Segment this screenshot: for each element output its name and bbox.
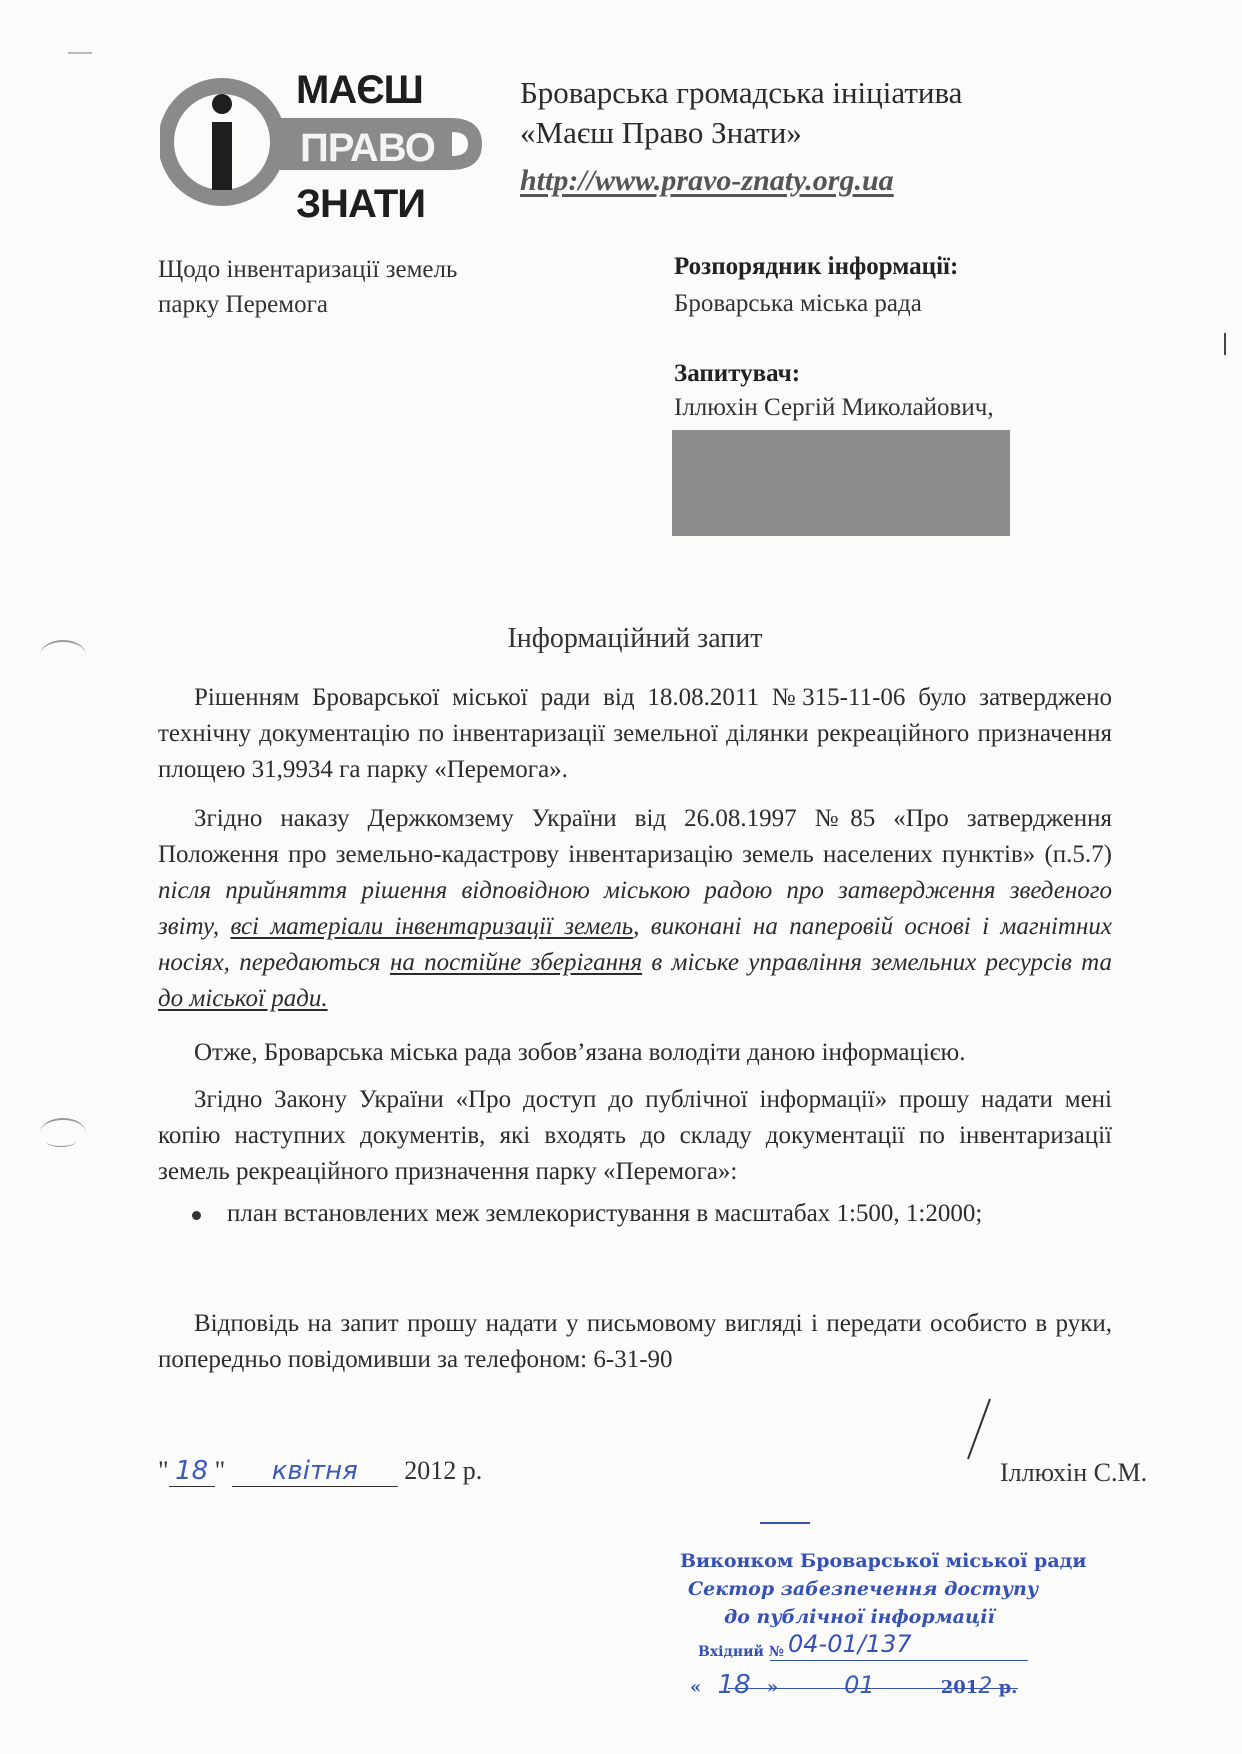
stamp-year: 201 — [940, 1677, 979, 1698]
redacted-block — [672, 430, 1010, 536]
incoming-number-label: Вхідний № — [698, 1644, 784, 1660]
stamp-text: Виконком Броварської міської ради — [680, 1550, 1087, 1572]
list-item-text: план встановлених меж землекористування в масштабах 1:500, 1:2000; — [227, 1200, 983, 1227]
org-name-line: «Маєш Право Знати» — [520, 115, 802, 150]
org-name-line: Броварська громадська ініціатива — [520, 75, 963, 110]
signature-mark — [960, 1395, 1000, 1465]
paragraph — [158, 1306, 1112, 1378]
info-holder-label: Розпорядник інформації: — [674, 253, 959, 280]
quote-text: , виконані на паперовій основі і магнітних носіях, передаються — [158, 913, 1112, 976]
info-holder-value: Броварська міська рада — [674, 290, 922, 317]
subject-line — [158, 252, 457, 322]
date-day: 18 — [169, 1456, 215, 1487]
org-name — [520, 73, 962, 153]
quote-text: після прийняття рішення відповідною міською радою про затвердження зведеного звіту, — [158, 877, 1112, 940]
stamp-line — [728, 1688, 1018, 1689]
scan-artifact — [1224, 333, 1226, 355]
underlined-quote: до міської ради. — [158, 985, 328, 1012]
paragraph-text: Отже, Броварська міська рада зобов’язана володіти даною інформацією. — [194, 1039, 966, 1066]
date-month: квітня — [232, 1456, 398, 1487]
quote-mark: « — [690, 1677, 702, 1698]
org-website-link[interactable]: http://www.pravo-znaty.org.ua — [520, 164, 894, 197]
requester-value: Іллюхін Сергій Миколайович, — [674, 394, 994, 421]
paragraph — [158, 1082, 1112, 1190]
org-logo — [160, 60, 490, 230]
quote-mark: " — [214, 1456, 226, 1485]
paragraph — [158, 680, 1112, 788]
quote-mark: " — [158, 1456, 169, 1485]
stamp-date — [690, 1670, 1017, 1700]
subject-text: парку Перемога — [158, 291, 328, 318]
paragraph-text: Згідно Закону України «Про доступ до публічної інформації» прошу надати мені копію наступних документів, які входять до складу документації по інвентаризації земель рекреаційного призначення парку «Перемога»: — [158, 1086, 1112, 1185]
paragraph-text: Згідно наказу Держкомзему України від 26.08.1997 №85 «Про затвердження Положення про земельно-кадастрову інвентаризацію земель населених пунктів» (п.5.7) — [158, 805, 1112, 868]
underlined-quote: всі матеріали інвентаризації земель — [230, 913, 634, 940]
punch-hole-mark — [46, 1136, 76, 1147]
list-item — [192, 1200, 982, 1228]
stamp-text: до публічної інформації — [724, 1606, 995, 1628]
date-year: 2012 р. — [404, 1456, 483, 1485]
logo-word: МАЄШ — [296, 68, 423, 112]
document-title: Інформаційний запит — [507, 623, 763, 654]
paragraph-text: Відповідь на запит прошу надати у письмовому вигляді і передати особисто в руки, попередньо повідомивши за телефоном: 6-31-90 — [158, 1310, 1112, 1373]
stamp-year-suffix: р. — [998, 1677, 1018, 1698]
stamp-year-digit: 2 — [978, 1674, 993, 1699]
date-line — [158, 1456, 482, 1487]
registration-stamp — [670, 1520, 1087, 1700]
logo-word: ПРАВО — [300, 126, 435, 170]
bullet-icon — [192, 1211, 201, 1220]
logo-word: ЗНАТИ — [296, 182, 426, 226]
subject-text: Щодо інвентаризації земель — [158, 256, 458, 283]
stamp-text: Сектор забезпечення доступу — [688, 1578, 1039, 1600]
scan-artifact — [68, 52, 92, 54]
paragraph-text: Рішенням Броварської міської ради від 18.08.2011 №315-11-06 було затверджено технічну документацію по інвентаризації земельної ділянки рекреаційного призначення площею 31,9934 га парку «Перемога». — [158, 684, 1112, 783]
incoming-number: 04-01/137 — [788, 1630, 912, 1658]
paragraph — [158, 801, 1112, 1017]
underlined-quote: на постійне зберігання — [389, 949, 643, 976]
quote-text: в міське управління земельних ресурсів та — [642, 949, 1113, 976]
stamp-line — [770, 1660, 1028, 1661]
stamp-date-month: 01 — [844, 1671, 875, 1699]
signer-name: Іллюхін С.М. — [1000, 1458, 1148, 1487]
stamp-date-day: 18 — [717, 1670, 751, 1700]
paragraph — [158, 1035, 1112, 1071]
requester-label: Запитувач: — [674, 360, 801, 387]
quote-mark: » — [766, 1677, 779, 1698]
